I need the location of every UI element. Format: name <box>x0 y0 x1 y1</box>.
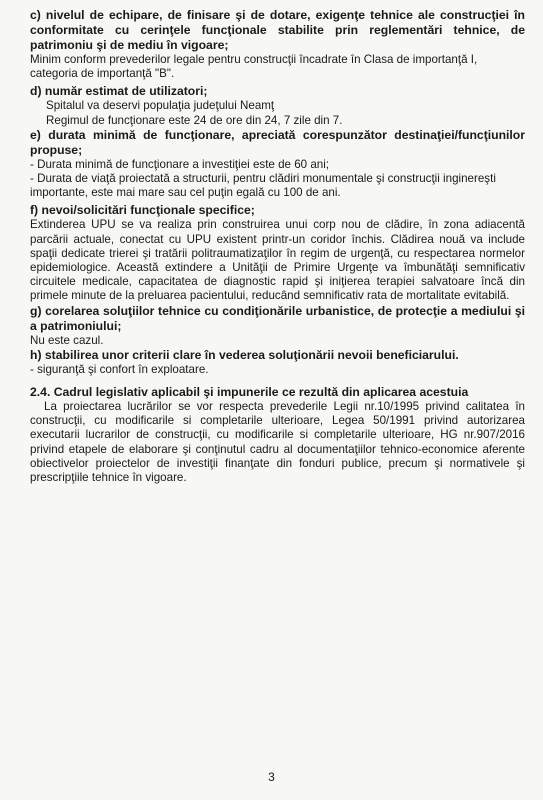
section-d-line-1: Spitalul va deservi populaţia judeţului Neamţ <box>46 99 275 113</box>
section-e-item-1: - Durata minimă de funcţionare a investiţiei este de 60 ani; <box>30 157 330 171</box>
page-number: 3 <box>268 770 275 784</box>
section-d-line-2: Regimul de funcţionare este 24 de ore din 24, 7 zile din 7. <box>46 113 343 127</box>
section-c-body: Minim conform prevederilor legale pentru construcţii încadrate în Clasa de importanţă I, categoria de importanţă "B". <box>30 53 478 81</box>
section-c-heading: c) nivelul de echipare, de finisare şi de dotare, exigenţe tehnice ale construcţiei în conformitate cu cerinţele funcţionale stabilite prin reglementări tehnice, de patrimoniu şi de mediu în vigoare; <box>30 8 525 52</box>
section-f-body: Extinderea UPU se va realiza prin construirea unui corp nou de clădire, în zona adiacentă parcării actuale, conectat cu UPU existent printr-un coridor închis. Clădirea nouă va include spaţii dedicate trierei şi tratării politraumatizaţilor în regim de urgenţă, cu respectarea normelor epidemiologice. Această extindere a Unităţii de Primire Urgenţe va îmbunătăţi semnificativ circuitele medicale, capacitatea de diagnostic rapid şi iniţierea terapiei salvatoare încă din primele minute de la preluarea pacientului, reducând semnificativ rata de mortalitate evitabilă. <box>30 218 525 303</box>
section-d-heading: d) număr estimat de utilizatori; <box>30 84 208 99</box>
section-h-heading: h) stabilirea unor criterii clare în vederea soluţionării nevoii beneficiarului. <box>30 347 459 362</box>
section-2-4-heading: 2.4. Cadrul legislativ aplicabil şi impunerile ce rezultă din aplicarea acestuia <box>30 385 469 400</box>
section-g-heading: g) corelarea soluţiilor tehnice cu condiţionările urbanistice, de protecţie a mediului şi a patrimoniului; <box>30 303 525 333</box>
section-g-body: Nu este cazul. <box>30 333 104 347</box>
section-h-body: - siguranţă şi confort în exploatare. <box>30 362 209 376</box>
section-f-heading: f) nevoi/solicitări funcţionale specifice; <box>30 203 255 218</box>
section-e-item-2: - Durata de viaţă proiectată a structurii, pentru clădiri monumentale şi construcţii inginereşti importante, este mai mare sau cel puţin egală cu 100 de ani. <box>30 172 496 200</box>
section-2-4-body: La proiectarea lucrărilor se vor respecta prevederile Legii nr.10/1995 privind calitatea în construcţii, cu modificarile si completarile ulterioare, Legea 50/1991 privind autorizarea executarii lucrarilor de construcţii, cu modificarile si completarile ulterioare, HG nr.907/2016 privind etapele de elaborare şi conţinutul cadru al documentaţiilor tehnico-economice aferente obiectivelor proiectelor de investiţii finanţate din fonduri publice, precum şi normativele şi prescripţiile tehnice în vigoare. <box>30 400 525 485</box>
section-e-heading: e) durata minimă de funcţionare, apreciată corespunzător destinaţiei/funcţiunilor propuse; <box>30 127 525 157</box>
